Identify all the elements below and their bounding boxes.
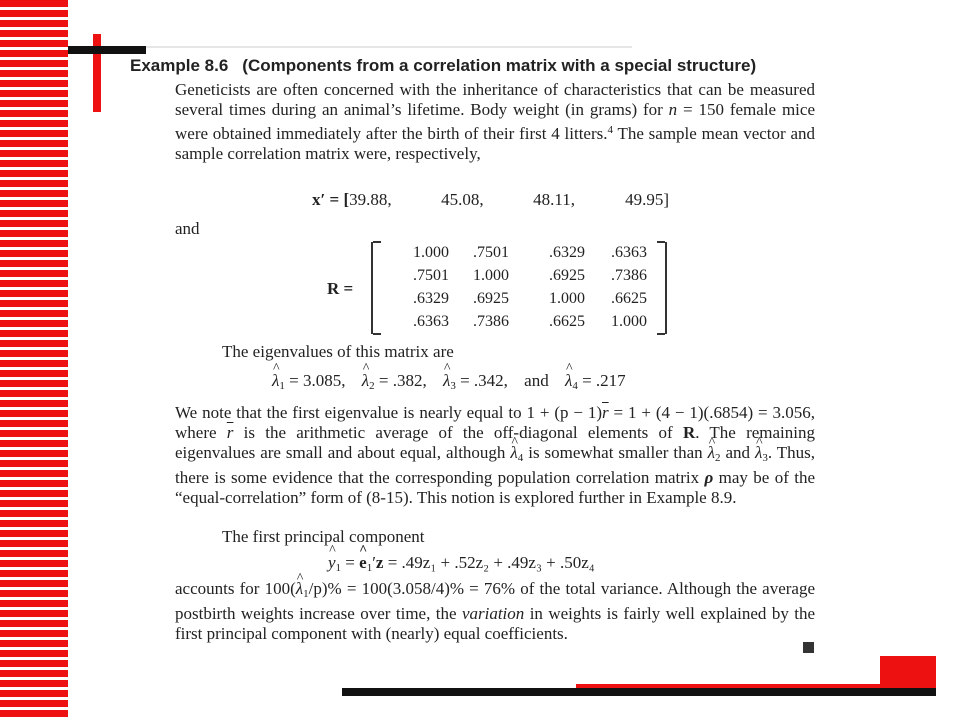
- example-label: Example 8.6: [130, 56, 229, 75]
- principal-component-intro: The first principal component: [222, 527, 425, 546]
- bottom-rule: [342, 688, 936, 696]
- top-rule: [146, 46, 632, 48]
- bottom-red-box: [880, 656, 936, 686]
- left-stripe-decoration: [0, 0, 68, 720]
- eigenvalues-intro: The eigenvalues of this matrix are: [222, 342, 454, 361]
- mean-vector: x′ = [39.88, 45.08, 48.11, 49.95]: [312, 190, 670, 209]
- footnote-marker: 4: [607, 124, 613, 136]
- black-accent-bar: [68, 46, 146, 54]
- mean-vector-label: x′ = [: [312, 190, 350, 209]
- eigenvalues-line: ^ $\lambda_1 = 3.085$, ^ $\lambda_2 = .382$, ^ $\lambda_3 = .342$, and ^ $\lambda_4 = .217$: [272, 371, 626, 392]
- intro-paragraph: Geneticists are often concerned with the inheritance of characteristics that can be measured several times during an animal’s lifetime. Body weight (in grams) for n = 150 female mice were obtained immediately after the birth of their first 4 litters.$^4$ The sample mean vector and sample correlation matrix were, respectively,: [175, 80, 815, 163]
- example-title: (Components from a correlation matrix with a special structure): [242, 56, 757, 75]
- example-heading: [130, 56, 756, 76]
- correlation-matrix: 1.000 .7501 .6329 .6363 .7501 1.000 .6925 .7386 .6329 .6925 1.000 .6625 .6363 .7386 .6625 1.000: [371, 242, 667, 334]
- matrix-label: R =: [327, 279, 354, 298]
- and-text: and: [175, 219, 200, 238]
- principal-component-equation: ^ $y_1$ = ^ $e_1'z = .49z_1 + .52z_2 + .49z_3 + .50z_4$: [328, 553, 595, 574]
- conclusion-paragraph: accounts for 100(^ $\lambda_1/p)\% = 100(3.058/4)\% = 76\%$ of the total variance. Although the average postbirth weights increase over time, the variation in weights is fairly well explained by the first principal component with (nearly) equal coefficients.: [175, 579, 815, 644]
- end-of-example-square-icon: [803, 642, 814, 653]
- discussion-paragraph: We note that the first eigenvalue is nearly equal to $1 + (p - 1)\overline{r} = 1 + (4 - 1)(.6854) = 3.056$, where $\overline{r}$ is the arithmetic average of the off-diagonal elements of R. The remaining eigenvalues are small and about equal, although ^ $\lambda_4$ is somewhat smaller than ^ $\lambda_2$ and ^ $\lambda_3$. Thus, there is some evidence that the corresponding population correlation matrix ρ may be of the “equal-correlation” form of (8-15). This notion is explored further in Example 8.9.: [175, 403, 815, 508]
